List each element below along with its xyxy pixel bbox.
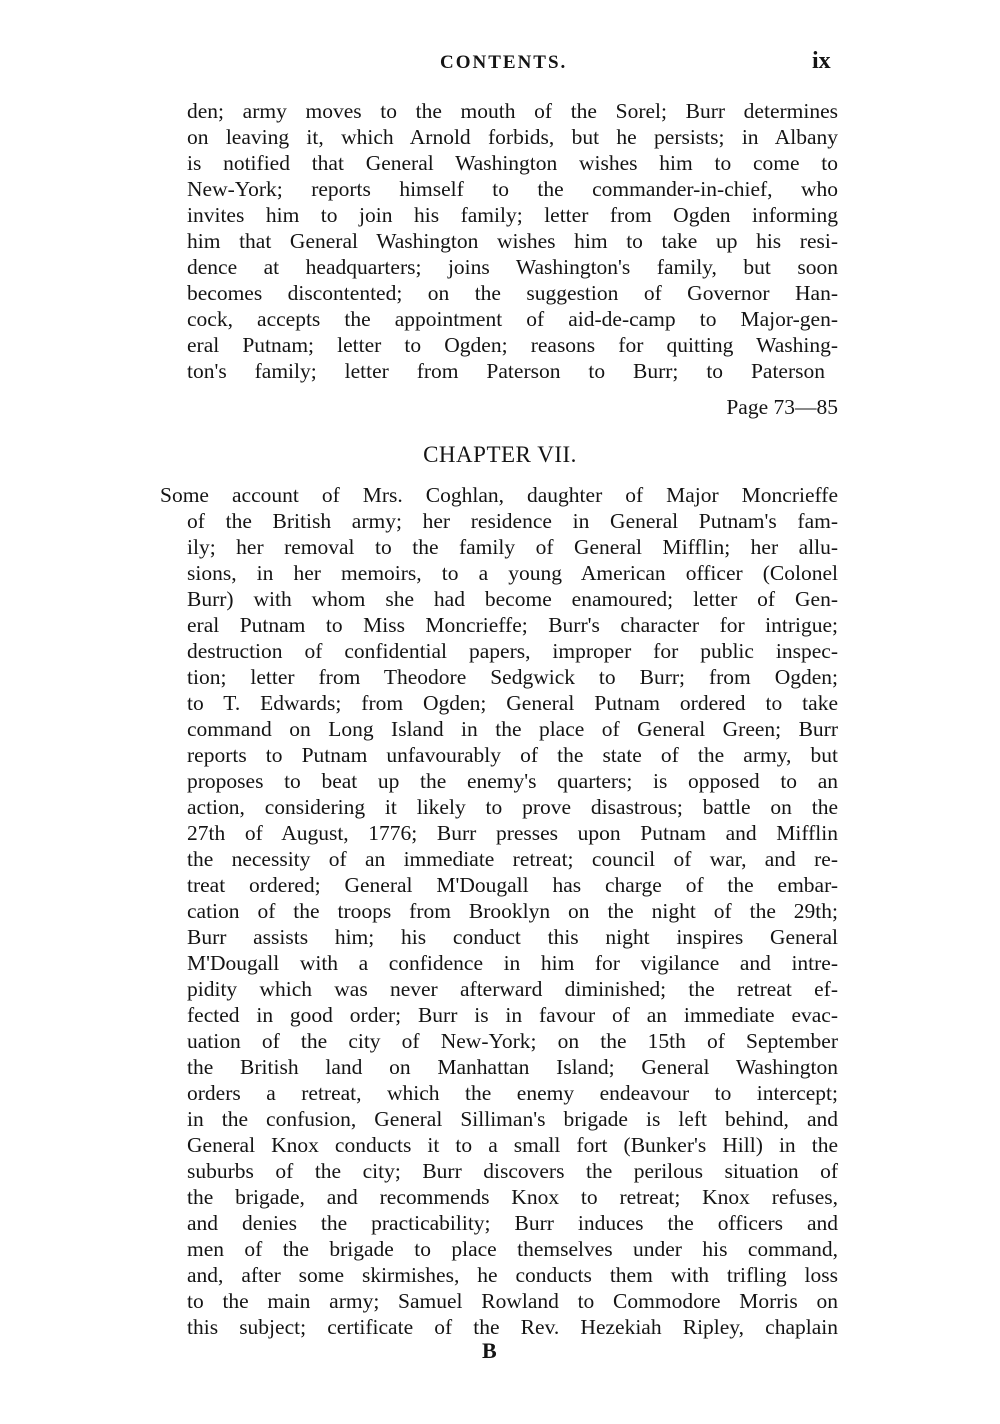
- text-line: eral Putnam; letter to Ogden; reasons for quitting Washing-: [187, 333, 838, 357]
- text-line: New-York; reports himself to the commander-in-chief, who: [187, 177, 838, 201]
- signature-mark: B: [482, 1338, 497, 1363]
- text-line: in the confusion, General Silliman's brigade is left behind, and: [187, 1107, 838, 1131]
- text-line: General Knox conducts it to a small fort (Bunker's Hill) in the: [187, 1133, 838, 1157]
- text-line: reports to Putnam unfavourably of the state of the army, but: [187, 743, 838, 767]
- text-line: dence at headquarters; joins Washington's family, but soon: [187, 255, 838, 279]
- text-line: this subject; certificate of the Rev. Hezekiah Ripley, chaplain: [187, 1315, 838, 1339]
- chapter-heading: CHAPTER VII.: [423, 442, 577, 467]
- text-line: sions, in her memoirs, to a young American officer (Colonel: [187, 561, 838, 585]
- text-line: men of the brigade to place themselves under his command,: [187, 1237, 838, 1261]
- text-line: ily; her removal to the family of General Mifflin; her allu-: [187, 535, 838, 559]
- text-line: cock, accepts the appointment of aid-de-camp to Major-gen-: [187, 307, 838, 331]
- text-line: proposes to beat up the enemy's quarters; is opposed to an: [187, 769, 838, 793]
- text-line: Burr) with whom she had become enamoured; letter of Gen-: [187, 587, 838, 611]
- text-line: action, considering it likely to prove disastrous; battle on the: [187, 795, 838, 819]
- text-line: of the British army; her residence in General Putnam's fam-: [187, 509, 838, 533]
- text-line: suburbs of the city; Burr discovers the perilous situation of: [187, 1159, 838, 1183]
- text-line: pidity which was never afterward diminished; the retreat ef-: [187, 977, 838, 1001]
- running-head: CONTENTS.: [440, 52, 568, 73]
- text-line: cation of the troops from Brooklyn on the night of the 29th;: [187, 899, 838, 923]
- text-line: den; army moves to the mouth of the Sorel; Burr determines: [187, 99, 838, 123]
- text-line: fected in good order; Burr is in favour of an immediate evac-: [187, 1003, 838, 1027]
- text-line: the British land on Manhattan Island; General Washington: [187, 1055, 838, 1079]
- text-line: becomes discontented; on the suggestion of Governor Han-: [187, 281, 838, 305]
- text-line: tion; letter from Theodore Sedgwick to Burr; from Ogden;: [187, 665, 838, 689]
- text-line: him that General Washington wishes him to take up his resi-: [187, 229, 838, 253]
- text-line: 27th of August, 1776; Burr presses upon Putnam and Mifflin: [187, 821, 838, 845]
- text-line: destruction of confidential papers, improper for public inspec-: [187, 639, 838, 663]
- text-line: ton's family; letter from Paterson to Burr; to Paterson: [187, 359, 825, 383]
- text-line: and denies the practicability; Burr induces the officers and: [187, 1211, 838, 1235]
- text-line: is notified that General Washington wishes him to come to: [187, 151, 838, 175]
- text-line: Burr assists him; his conduct this night inspires General: [187, 925, 838, 949]
- page-number: ix: [812, 48, 831, 74]
- text-line: invites him to join his family; letter from Ogden informing: [187, 203, 838, 227]
- text-line: to the main army; Samuel Rowland to Commodore Morris on: [187, 1289, 838, 1313]
- text-line: the necessity of an immediate retreat; council of war, and re-: [187, 847, 838, 871]
- text-line: eral Putnam to Miss Moncrieffe; Burr's character for intrigue;: [187, 613, 838, 637]
- page-reference: Page 73—85: [726, 395, 838, 419]
- text-line: on leaving it, which Arnold forbids, but he persists; in Albany: [187, 125, 838, 149]
- text-line: Some account of Mrs. Coghlan, daughter of Major Moncrieffe: [160, 483, 838, 507]
- text-line: the brigade, and recommends Knox to retreat; Knox refuses,: [187, 1185, 838, 1209]
- text-line: and, after some skirmishes, he conducts them with trifling loss: [187, 1263, 838, 1287]
- text-line: uation of the city of New-York; on the 15th of September: [187, 1029, 838, 1053]
- text-line: treat ordered; General M'Dougall has charge of the embar-: [187, 873, 838, 897]
- text-line: orders a retreat, which the enemy endeavour to intercept;: [187, 1081, 838, 1105]
- text-line: to T. Edwards; from Ogden; General Putnam ordered to take: [187, 691, 838, 715]
- text-line: command on Long Island in the place of General Green; Burr: [187, 717, 838, 741]
- text-line: M'Dougall with a confidence in him for vigilance and intre-: [187, 951, 838, 975]
